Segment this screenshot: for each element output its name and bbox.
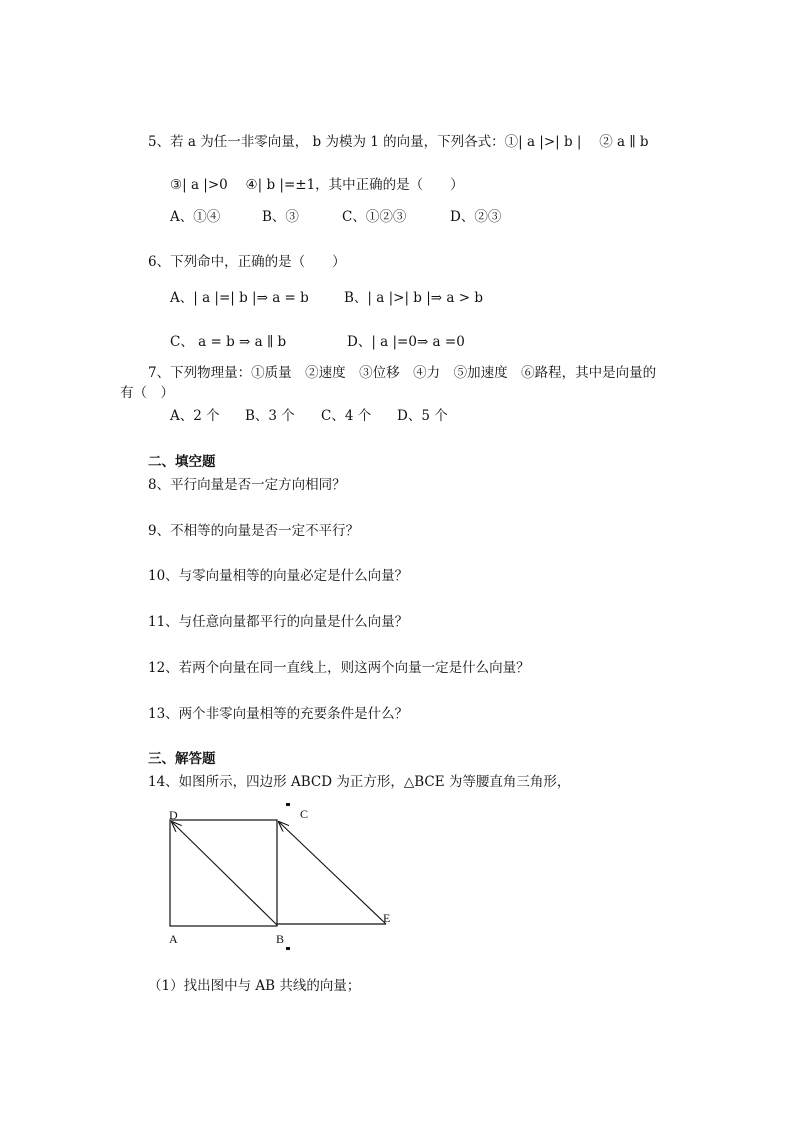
label-d: D bbox=[169, 808, 178, 822]
q14: 14、如图所示，四边形 ABCD 为正方形，△BCE 为等腰直角三角形， bbox=[148, 774, 571, 790]
q5-option-c: C、①②③ bbox=[342, 209, 407, 225]
q5-option-b: B、③ bbox=[262, 209, 299, 225]
q5-line1: 5、若 a 为任一非零向量， b 为模为 1 的向量，下列各式：①| a |>| b | ② a ∥ b bbox=[148, 134, 649, 150]
q7-option-c: C、4 个 bbox=[321, 408, 372, 424]
q7-line2: 有（ ） bbox=[120, 385, 174, 401]
q14-sub1: （1）找出图中与 AB 共线的向量； bbox=[148, 978, 361, 994]
mark-top bbox=[286, 803, 290, 806]
q5-option-a: A、①④ bbox=[170, 209, 221, 225]
q7-options bbox=[170, 407, 448, 425]
label-a: A bbox=[169, 932, 178, 946]
q9: 9、不相等的向量是否一定不平行？ bbox=[148, 523, 360, 539]
q7-option-d: D、5 个 bbox=[397, 408, 448, 424]
label-b: B bbox=[276, 932, 285, 946]
q6-option-b: B、| a |>| b |⇒ a > b bbox=[344, 290, 483, 306]
q13: 13、两个非零向量相等的充要条件是什么？ bbox=[148, 706, 409, 722]
q7-option-b: B、3 个 bbox=[245, 408, 295, 424]
q5-options bbox=[170, 208, 501, 226]
label-c: C bbox=[300, 807, 309, 821]
q7-option-a: A、2 个 bbox=[170, 408, 220, 424]
q6-option-a: A、| a |=| b |⇒ a = b bbox=[170, 290, 309, 306]
q7-line1: 7、下列物理量：①质量 ②速度 ③位移 ④力 ⑤加速度 ⑥路程，其中是向量的 bbox=[148, 365, 657, 381]
square-triangle-figure bbox=[160, 800, 420, 960]
q6-stem: 6、下列命中，正确的是（ ） bbox=[148, 254, 346, 270]
q6-option-d: D、| a |=0⇒ a =0 bbox=[347, 334, 465, 350]
q12: 12、若两个向量在同一直线上，则这两个向量一定是什么向量？ bbox=[148, 660, 530, 676]
q6-option-c: C、 a = b ⇒ a ∥ b bbox=[170, 334, 287, 350]
mark-bottom bbox=[286, 947, 290, 950]
q8: 8、平行向量是否一定方向相同？ bbox=[148, 477, 346, 493]
vector-bd bbox=[172, 822, 277, 925]
q5-option-d: D、②③ bbox=[450, 209, 502, 225]
section2-title: 二、填空题 bbox=[148, 454, 216, 470]
q11: 11、与任意向量都平行的向量是什么向量？ bbox=[148, 614, 409, 630]
vector-ec bbox=[279, 822, 386, 924]
label-e: E bbox=[383, 911, 391, 925]
section3-title: 三、解答题 bbox=[148, 751, 216, 767]
q10: 10、与零向量相等的向量必定是什么向量？ bbox=[148, 568, 409, 584]
q5-line2: ③| a |>0 ④| b |=±1，其中正确的是（ ） bbox=[170, 177, 464, 193]
